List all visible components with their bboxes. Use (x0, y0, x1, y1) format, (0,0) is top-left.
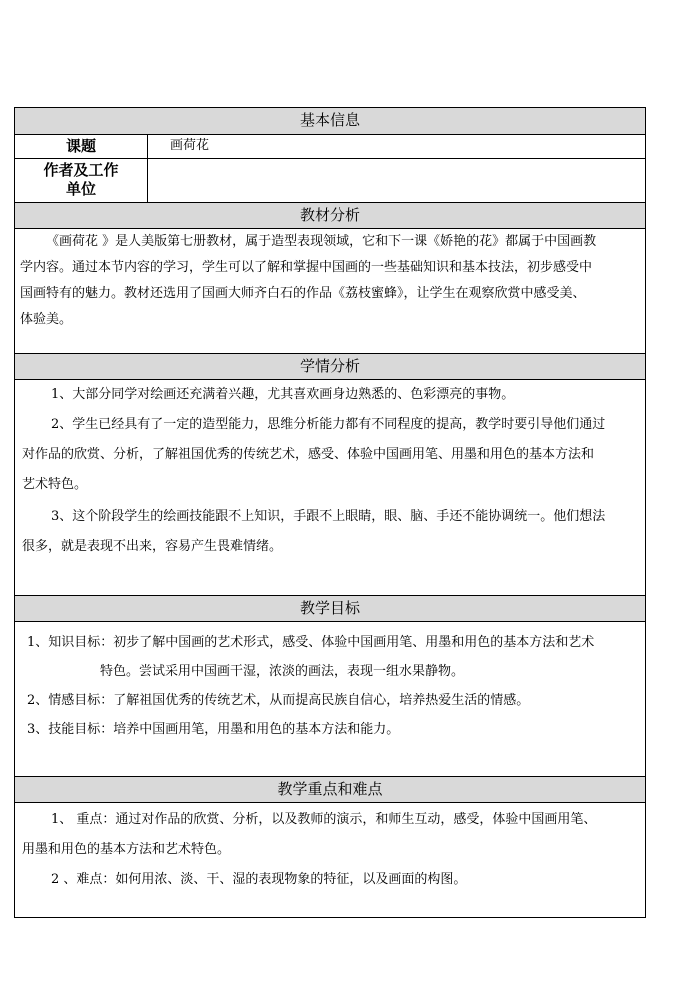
topic-value: 画荷花 (170, 138, 210, 153)
key-points-body (15, 803, 645, 917)
key-point-1-line: 1、 重点：通过对作品的欣赏、分析，以及教师的演示，和师生互动，感受，体验中国画用笔、 (51, 812, 597, 827)
students-item-2-line: 2、学生已经具有了一定的造型能力，思维分析能力都有不同程度的提高，教学时要引导他们通过 (51, 417, 606, 432)
students-item-3-line: 3、这个阶段学生的绘画技能跟不上知识，手跟不上眼睛，眼、脑、手还不能协调统一。他们想法 (51, 509, 606, 524)
author-row (15, 159, 645, 202)
goals-body (15, 622, 645, 772)
author-label (15, 159, 148, 202)
students-item-2-line: 对作品的欣赏、分析，了解祖国优秀的传统艺术，感受、体验中国画用笔、用墨和用色的基本方法和 (22, 447, 595, 462)
textbook-line: 学内容。通过本节内容的学习，学生可以了解和掌握中国画的一些基础知识和基本技法，初步感受中 (20, 260, 593, 275)
key-point-2: 2 、难点：如何用浓、淡、干、湿的表现物象的特征，以及画面的构图。 (51, 872, 467, 887)
section-header-textbook: 教材分析 (15, 202, 645, 229)
textbook-body (15, 229, 645, 351)
section-header-students: 学情分析 (15, 353, 645, 380)
goal-item-1-line: 特色。尝试采用中国画干湿，浓淡的画法，表现一组水果静物。 (100, 664, 465, 679)
students-paragraph (20, 380, 645, 562)
students-body (15, 380, 645, 595)
author-label-line1: 作者及工作 (43, 161, 119, 179)
topic-label: 课题 (15, 135, 148, 158)
key-point-1-line: 用墨和用色的基本方法和艺术特色。 (22, 842, 231, 857)
topic-row (15, 135, 645, 158)
textbook-paragraph (20, 229, 645, 333)
goal-item-1-line: 1、知识目标：初步了解中国画的艺术形式，感受、体验中国画用笔、用墨和用色的基本方法和艺术 (27, 635, 595, 650)
section-header-goals: 教学目标 (15, 595, 645, 622)
lesson-plan-table (14, 107, 646, 918)
textbook-line: 《画荷花 》是人美版第七册教材，属于造型表现领域，它和下一课《娇艳的花》都属于中国画教 (46, 234, 597, 249)
author-label-line2: 单位 (65, 180, 96, 198)
students-item-1: 1、大部分同学对绘画还充满着兴趣，尤其喜欢画身边熟悉的、色彩漂亮的事物。 (51, 387, 515, 402)
key-points-list (20, 805, 645, 895)
students-item-2-line: 艺术特色。 (22, 477, 88, 492)
goals-list (27, 628, 642, 744)
textbook-line: 体验美。 (20, 312, 73, 327)
section-header-basic-info: 基本信息 (15, 108, 645, 135)
goal-item-3: 3、技能目标：培养中国画用笔，用墨和用色的基本方法和能力。 (27, 722, 400, 737)
section-header-key-points: 教学重点和难点 (15, 776, 645, 803)
textbook-line: 国画特有的魅力。教材还选用了国画大师齐白石的作品《荔枝蜜蜂》，让学生在观察欣赏中感受美、 (20, 286, 586, 301)
students-item-3-line: 很多，就是表现不出来，容易产生畏难情绪。 (22, 539, 283, 554)
goal-item-2: 2、情感目标：了解祖国优秀的传统艺术，从而提高民族自信心，培养热爱生活的情感。 (27, 693, 530, 708)
